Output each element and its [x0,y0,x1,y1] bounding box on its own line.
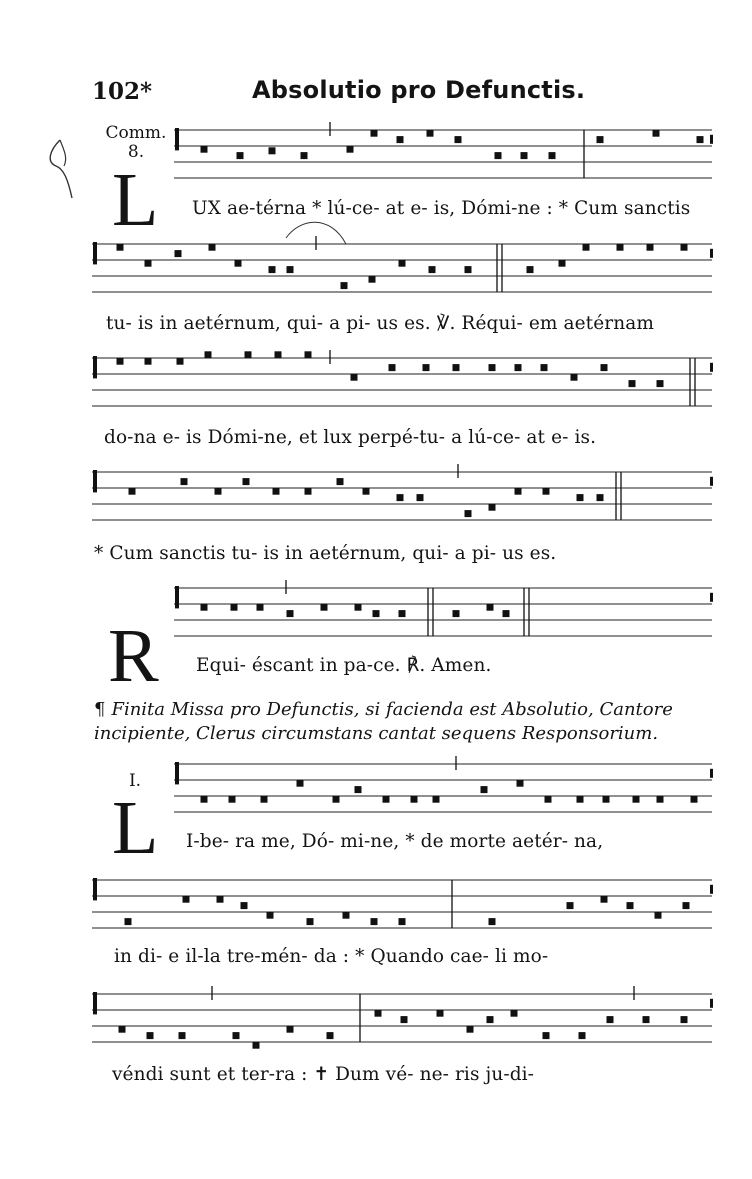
neume [209,244,216,251]
neume [181,478,188,485]
neume [579,1032,586,1039]
neume [183,896,190,903]
neume [237,152,244,159]
c-clef-icon [175,586,179,608]
neume [549,152,556,159]
neume [175,250,182,257]
responsory-end-initial: R [108,614,159,698]
lyric-line-5: Equi- éscant in pa-ce. ℟. Amen. [196,655,492,676]
lyric-line-3: do-na e- is Dómi-ne, et lux perpé-tu- a lú-ce- at e- is. [104,427,597,448]
neume [601,896,608,903]
neume [355,786,362,793]
neume [647,244,654,251]
neume [417,494,424,501]
neume [657,380,664,387]
page-title: Absolutio pro Defunctis. [252,76,586,104]
neume [481,786,488,793]
neume [307,918,314,925]
neume [253,1042,260,1049]
neume [543,1032,550,1039]
neume [373,610,380,617]
neume [643,1016,650,1023]
neume [243,478,250,485]
neume [129,488,136,495]
custos-icon [710,477,713,486]
neume [341,282,348,289]
neume [145,260,152,267]
neume [205,351,212,358]
c-clef-icon [93,242,97,264]
neume [617,244,624,251]
neume [559,260,566,267]
neume [399,918,406,925]
neume [125,918,132,925]
neume [305,488,312,495]
custos-icon [710,769,713,778]
neume [465,510,472,517]
neume [269,266,276,273]
neume [527,266,534,273]
neume [411,796,418,803]
lyric-line-8: véndi sunt et ter-ra : ✝ Dum vé- ne- ris ju-di- [112,1064,535,1085]
neume [269,147,276,154]
neume [567,902,574,909]
neume [597,136,604,143]
neume [603,796,610,803]
neume [369,276,376,283]
neume [347,146,354,153]
neume [333,796,340,803]
neume [597,494,604,501]
neume [399,610,406,617]
lyric-line-1: UX ae-térna * lú-ce- at e- is, Dómi-ne : * Cum sanctis [192,198,691,219]
neume [503,610,510,617]
c-clef-icon [93,878,97,900]
neume [273,488,280,495]
neume [657,796,664,803]
neume [543,488,550,495]
neume [681,244,688,251]
neume [489,918,496,925]
neume [697,136,704,143]
neume [681,1016,688,1023]
neume [515,364,522,371]
custos-icon [710,593,713,602]
neume [355,604,362,611]
neume [633,796,640,803]
neume [607,1016,614,1023]
neume [655,912,662,919]
neume [261,796,268,803]
neume [363,488,370,495]
neume [297,780,304,787]
neume [301,152,308,159]
communion-label-text: Comm. [105,123,167,143]
neume [215,488,222,495]
neume [437,1010,444,1017]
neume [583,244,590,251]
neume [201,146,208,153]
neume [455,136,462,143]
neume [397,494,404,501]
neume [145,358,152,365]
neume [287,1026,294,1033]
neume [399,260,406,267]
neume [397,136,404,143]
responsory-number: I. [128,771,142,791]
neume [177,358,184,365]
neume [231,604,238,611]
neume [217,896,224,903]
neume [287,610,294,617]
neume [201,796,208,803]
custos-icon [710,135,713,144]
neume [305,351,312,358]
neume [423,364,430,371]
neume [627,902,634,909]
neume [117,358,124,365]
lyric-line-7: in di- e il-la tre-mén- da : * Quando cae- li mo- [114,946,549,967]
neume [601,364,608,371]
neume [517,780,524,787]
neume [343,912,350,919]
neume [433,796,440,803]
custos-icon [710,249,713,258]
neume [117,244,124,251]
neume [233,1032,240,1039]
neume [119,1026,126,1033]
neume [147,1032,154,1039]
c-clef-icon [93,356,97,378]
neume [429,266,436,273]
neume [453,610,460,617]
neume [467,1026,474,1033]
neume [683,902,690,909]
neume [489,364,496,371]
communion-mode: 8. [127,142,145,162]
neume [235,260,242,267]
neume [511,1010,518,1017]
neume [337,478,344,485]
neume [541,364,548,371]
neume [487,1016,494,1023]
custos-icon [710,999,713,1008]
pilcrow-icon: ¶ [94,699,106,720]
neume [275,351,282,358]
c-clef-icon [93,470,97,492]
responsory-initial: L [112,786,159,870]
neume [653,130,660,137]
neume [401,1016,408,1023]
neume [287,266,294,273]
neume [389,364,396,371]
neume [521,152,528,159]
neume [241,902,248,909]
neume [351,374,358,381]
neume [453,364,460,371]
neume [201,604,208,611]
custos-icon [710,885,713,894]
neume [545,796,552,803]
neume [487,604,494,611]
neume [571,374,578,381]
c-clef-icon [175,128,179,150]
neume [229,796,236,803]
lyric-line-4: * Cum sanctis tu- is in aetérnum, qui- a pi- us es. [94,543,557,564]
neume [427,130,434,137]
lyric-line-2: tu- is in aetérnum, qui- a pi- us es. ℣. Réqui- em aetérnam [106,313,654,334]
lyric-line-6: I-be- ra me, Dó- mi-ne, * de morte aetér- na, [186,831,604,852]
neume [691,796,698,803]
neume [179,1032,186,1039]
neume [321,604,328,611]
c-clef-icon [93,992,97,1014]
c-clef-icon [175,762,179,784]
neume [371,130,378,137]
neume [515,488,522,495]
neume [577,494,584,501]
neume [327,1032,334,1039]
rubric-text: Finita Missa pro Defunctis, si facienda est Absolutio, Cantore incipiente, Clerus circumstans cantat sequens Responsorium. [94,699,673,744]
neume [465,266,472,273]
neume [629,380,636,387]
neume [383,796,390,803]
custos-icon [710,363,713,372]
neume [495,152,502,159]
neume [267,912,274,919]
neume [489,504,496,511]
communion-initial: L [112,158,159,242]
neume [577,796,584,803]
neume [375,1010,382,1017]
page-number: 102* [92,78,153,105]
neume [257,604,264,611]
neume [371,918,378,925]
neume [245,351,252,358]
